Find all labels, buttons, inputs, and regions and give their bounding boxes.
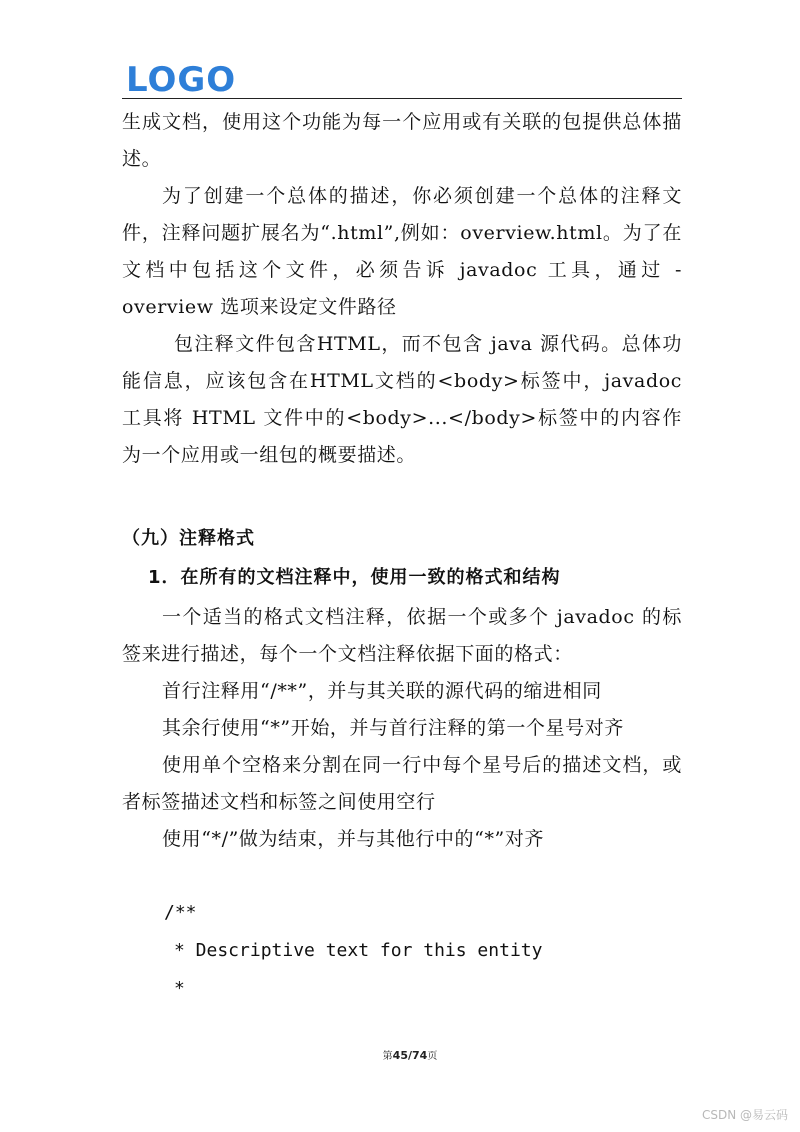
format-rule-4: 使用“*/”做为结束，并与其他行中的“*”对齐 bbox=[162, 828, 545, 850]
paragraph-overview-file: 为了创建一个总体的描述，你必须创建一个总体的注释文件，注释问题扩展名为“.html”,例如：overview.html。为了在文档中包括这个文件，必须告诉 javadoc 工具，通过 -overview 选项来设定文件路径 bbox=[122, 185, 682, 318]
header-rule bbox=[122, 98, 682, 99]
paragraph-package-comment: 包注释文件包含HTML，而不包含 java 源代码。总体功能信息，应该包含在HTML文档的<body>标签中，javadoc 工具将 HTML 文件中的<body>...</body>标签中的内容作为一个应用或一组包的概要描述。 bbox=[122, 333, 682, 466]
csdn-watermark: CSDN @易云码 bbox=[701, 1108, 788, 1122]
format-rule-2: 其余行使用“*”开始，并与首行注释的第一个星号对齐 bbox=[162, 717, 624, 739]
page-footer bbox=[0, 1047, 800, 1062]
footer-suffix: 页 bbox=[427, 1051, 438, 1062]
subsection-title: 1．在所有的文档注释中，使用一致的格式和结构 bbox=[148, 567, 561, 588]
format-rule-3: 使用单个空格来分割在同一行中每个星号后的描述文档，或者标签描述文档和标签之间使用空行 bbox=[122, 754, 682, 813]
logo-text: LOGO bbox=[126, 60, 236, 98]
logo bbox=[126, 60, 236, 98]
paragraph-overview-intro: 生成文档，使用这个功能为每一个应用或有关联的包提供总体描述。 bbox=[122, 111, 682, 170]
format-rule-1: 首行注释用“/**”，并与其关联的源代码的缩进相同 bbox=[162, 680, 602, 702]
footer-prefix: 第 bbox=[382, 1051, 393, 1062]
code-line-3: * bbox=[174, 978, 185, 999]
paragraph-format-intro: 一个适当的格式文档注释，依据一个或多个 javadoc 的标签来进行描述，每个一个文档注释依据下面的格式： bbox=[122, 606, 682, 665]
page-number: 45/74 bbox=[392, 1049, 428, 1062]
code-line-1: /** bbox=[164, 902, 197, 923]
section-title: （九）注释格式 bbox=[122, 528, 255, 549]
code-line-2: * Descriptive text for this entity bbox=[174, 940, 543, 961]
page-content bbox=[122, 104, 682, 1008]
